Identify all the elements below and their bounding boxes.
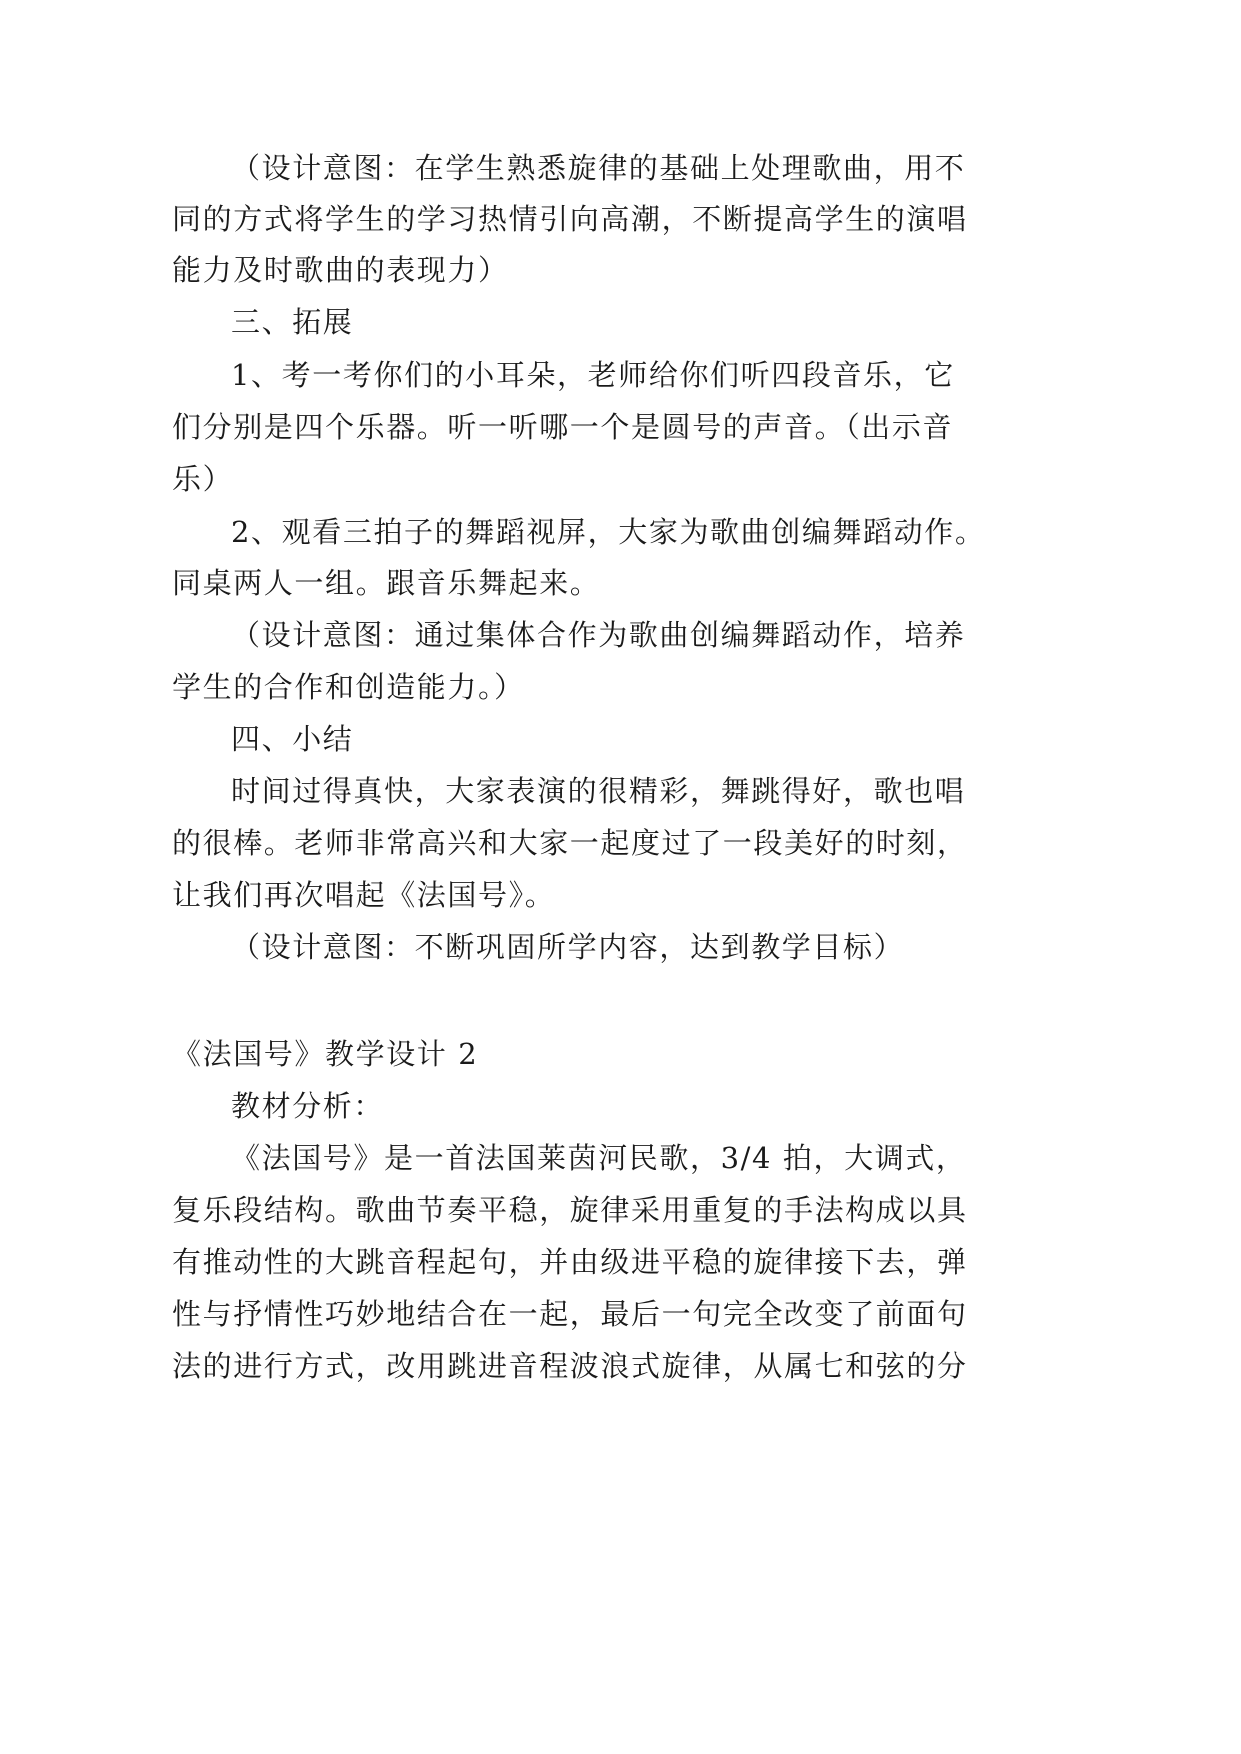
item-1-line-2: 们分别是四个乐器。听一听哪一个是圆号的声音。（出示音 (172, 410, 954, 444)
section-2-title: 《法国号》教学设计 2 (172, 1037, 479, 1071)
analysis-line-1: 《法国号》是一首法国莱茵河民歌，3/4 拍，大调式， (231, 1141, 967, 1175)
item-2-line-2: 同桌两人一组。跟音乐舞起来。 (172, 566, 601, 600)
analysis-line-4: 性与抒情性巧妙地结合在一起，最后一句完全改变了前面句 (172, 1297, 968, 1331)
design-intent-3: （设计意图：不断巩固所学内容，达到教学目标） (231, 930, 905, 964)
design-intent-1-line-3: 能力及时歌曲的表现力） (172, 253, 509, 287)
textbook-analysis-heading: 教材分析： (231, 1089, 385, 1123)
item-1-line-3: 乐） (172, 462, 234, 496)
summary-line-2: 的很棒。老师非常高兴和大家一起度过了一段美好的时刻， (172, 826, 968, 860)
analysis-line-5: 法的进行方式，改用跳进音程波浪式旋律，从属七和弦的分 (172, 1349, 968, 1383)
heading-summary: 四、小结 (231, 722, 354, 756)
analysis-line-3: 有推动性的大跳音程起句，并由级进平稳的旋律接下去，弹 (172, 1245, 968, 1279)
design-intent-1-line-2: 同的方式将学生的学习热情引向高潮，不断提高学生的演唱 (172, 202, 968, 236)
item-2-line-1: 2、观看三拍子的舞蹈视屏，大家为歌曲创编舞蹈动作。 (231, 515, 986, 549)
design-intent-1-line-1: （设计意图：在学生熟悉旋律的基础上处理歌曲，用不 (231, 151, 966, 185)
item-1-line-1: 1、考一考你们的小耳朵，老师给你们听四段音乐，它 (231, 358, 955, 392)
summary-line-3: 让我们再次唱起《法国号》。 (172, 878, 556, 912)
design-intent-2-line-2: 学生的合作和创造能力。） (172, 670, 525, 704)
heading-expand: 三、拓展 (231, 305, 354, 339)
summary-line-1: 时间过得真快，大家表演的很精彩，舞跳得好，歌也唱 (231, 774, 966, 808)
design-intent-2-line-1: （设计意图：通过集体合作为歌曲创编舞蹈动作，培养 (231, 618, 966, 652)
analysis-line-2: 复乐段结构。歌曲节奏平稳，旋律采用重复的手法构成以具 (172, 1193, 968, 1227)
